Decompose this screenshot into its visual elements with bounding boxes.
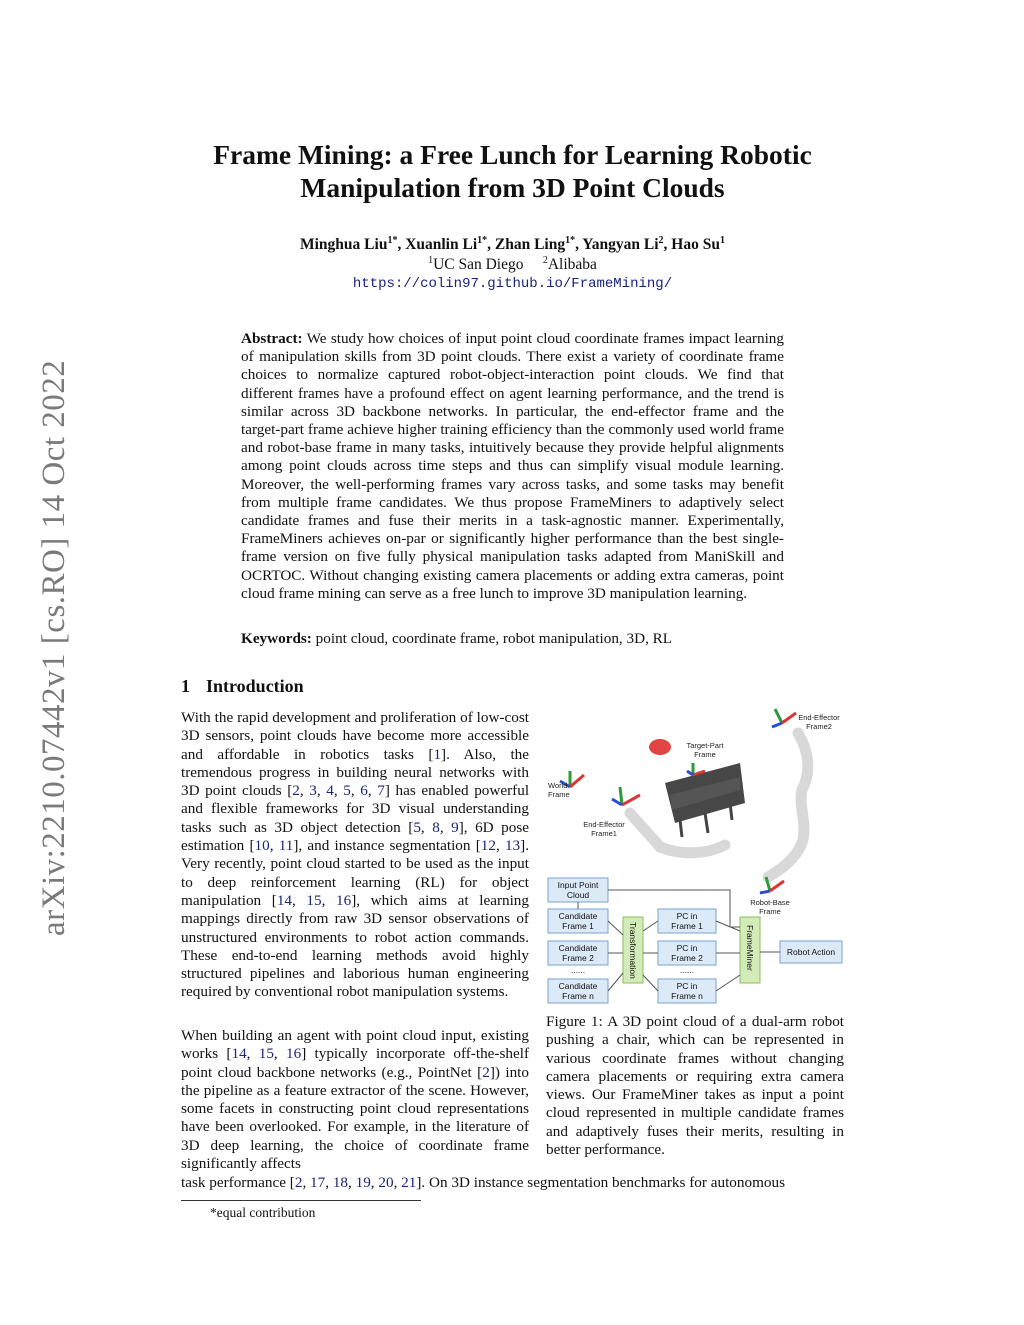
author-name: Zhan Ling	[494, 236, 566, 253]
keywords-label: Keywords:	[241, 630, 312, 647]
citation-link[interactable]: 3	[309, 782, 317, 800]
target-object-cloud	[649, 739, 671, 755]
citation-link[interactable]: 16	[286, 1045, 302, 1063]
intro-paragraph-2-tail: task performance [2, 17, 18, 19, 20, 21]. On 3D instance segmentation benchmarks for autonomous	[181, 1174, 785, 1191]
caption-label: Figure 1:	[546, 1013, 603, 1030]
citation-link[interactable]: 20	[378, 1174, 394, 1191]
affiliations	[180, 256, 845, 274]
robot-base-frame-label: Robot-Base Frame	[750, 898, 790, 916]
affiliation-name: UC San Diego	[433, 256, 524, 273]
ee1-frame-label: End-Effector Frame1	[583, 820, 625, 838]
citation-link[interactable]: 17	[310, 1174, 326, 1191]
citation-link[interactable]: 15	[258, 1045, 274, 1063]
intro-paragraph-2: When building an agent with point cloud input, existing works [14, 15, 16] typically incorporate off-the-shelf point cloud backbone networks (e.g., PointNet [2]) into the pipeline as a feature extractor of the scene. However, some facets in constructing point cloud representations have been overlooked. For example, in the literature of 3D deep learning, the choice of coordinate frame significantly affects	[181, 1027, 530, 1173]
citation-link[interactable]: 2	[292, 782, 300, 800]
ee2-frame-axes	[772, 709, 796, 727]
citation-link[interactable]: 5	[413, 818, 421, 836]
citation-link[interactable]: 2	[294, 1174, 303, 1191]
figure-1	[540, 695, 850, 1010]
point-cloud-scene	[630, 733, 808, 877]
abstract-text: We study how choices of input point cloud coordinate frames impact learning of manipulation skills from 3D point clouds. There exist a variety of coordinate frame choices to normalize captured robot-object-interaction point clouds. We find that different frames have a profound effect on agent learning performance, and the trend is similar across 3D backbone networks. In particular, the end-effector frame and the target-part frame achieve higher training efficiency than the commonly used world frame and robot-base frame in many tasks, intuitively because they provide helpful alignments among point clouds across time steps and thus can simplify visual module learning. Moreover, the well-performing frames vary across tasks, and some tasks may benefit from multiple frame candidates. We thus propose FrameMiners to adaptively select candidate frames and fuse their merits in a task-agnostic manner. Experimentally, FrameMiners achieves on-par or significantly higher performance than the best single-frame version on five fully physical manipulation tasks adapted from ManiSkill and OCRTOC. Without changing existing camera placements or adding extra cameras, point cloud frame mining can serve as a free lunch to improve 3D manipulation learning.	[241, 330, 784, 602]
target-part-frame-axes	[687, 763, 705, 775]
author-affiliation-mark: 1	[719, 234, 725, 246]
citation-link[interactable]: 1	[433, 745, 442, 763]
pipeline-diagram	[548, 878, 842, 1003]
section-heading	[181, 676, 304, 697]
ee2-frame-label: End-Effector Frame2	[798, 713, 840, 731]
frameminer-label: FrameMiner	[745, 925, 755, 971]
figure-1-caption	[546, 1013, 844, 1159]
author-name: Hao Su	[671, 236, 720, 253]
author-list: Minghua Liu$^{1*}$, Xuanlin $Li^{1*}$, Zhan Ling$^{1*}$, Yangyan Li$^2$, Hao Su$^1$	[300, 234, 725, 253]
citation-link[interactable]: 13	[504, 837, 521, 855]
candidate-frame-n-label: Candidate Frame n	[558, 981, 598, 1001]
citation-link[interactable]: 4	[326, 782, 334, 800]
author-name: Yangyan Li	[582, 236, 659, 253]
section-title: Introduction	[206, 676, 304, 696]
affiliation-mark: 1	[428, 254, 434, 266]
citation-link[interactable]: 14	[276, 891, 292, 909]
pc-frame-n-label: PC in Frame n	[671, 981, 703, 1001]
section-number: 1	[181, 676, 190, 696]
author-affiliation-mark: 1*	[565, 234, 576, 246]
affiliation-mark: 2	[542, 254, 548, 266]
candidate-frame-2-label: Candidate Frame 2	[558, 943, 598, 963]
arxiv-stamp: arXiv:2210.07442v1 [cs.RO] 14 Oct 2022	[36, 359, 72, 936]
pc-ellipsis: ......	[679, 965, 695, 975]
robot-action-label: Robot Action	[786, 947, 836, 957]
pc-frame-2-label: PC in Frame 2	[671, 943, 703, 963]
affiliation-name: Alibaba	[547, 256, 597, 273]
intro-paragraph-1: With the rapid development and proliferation of low-cost 3D sensors, point clouds have become more accessible and affordable in robotics tasks [1]. Also, the tremendous progress in building neural networks with 3D point clouds [2, 3, 4, 5, 6, 7] has enabled powerful and flexible frameworks for 3D visual understanding tasks such as 3D object detection [5, 8, 9], 6D pose estimation [10, 11], and instance segmentation [12, 13]. Very recently, point cloud started to be used as the input to deep reinforcement learning (RL) for object manipulation [14, 15, 16], which aims at learning mappings directly from raw 3D sensor observations of unstructured environments to robot action commands. These end-to-end learning methods avoid highly structured pipelines and laborious human engineering required by conventional robot manipulation systems.	[181, 709, 530, 1001]
abstract	[241, 330, 784, 603]
citation-link[interactable]: 14	[231, 1045, 247, 1063]
chair-leg	[680, 820, 682, 837]
candidate-frame-1-label: Candidate Frame 1	[558, 911, 598, 931]
citation-link[interactable]: 6	[360, 782, 368, 800]
project-url[interactable]: https://colin97.github.io/FrameMining/	[352, 276, 673, 292]
citation-link[interactable]: 7	[377, 782, 385, 800]
citation-link[interactable]: 21	[401, 1174, 417, 1191]
citation-link[interactable]: 9	[451, 818, 459, 836]
ee1-frame-axes	[612, 787, 640, 805]
transformation-label: Transformation	[628, 922, 638, 979]
world-frame-label: World Frame	[548, 781, 570, 799]
pc-frame-1-label: PC in Frame 1	[671, 911, 703, 931]
citation-link[interactable]: 11	[278, 837, 294, 855]
citation-link[interactable]: 5	[343, 782, 351, 800]
author-affiliation-mark: 1*	[477, 234, 488, 246]
keywords-text: point cloud, coordinate frame, robot manipulation, 3D, RL	[315, 630, 673, 647]
candidate-ellipsis: ......	[570, 965, 586, 975]
author-affiliation-mark: 1*	[387, 234, 398, 246]
footnote-rule	[181, 1200, 421, 1201]
citation-link[interactable]: 19	[355, 1174, 371, 1191]
caption-text: A 3D point cloud of a dual-arm robot pushing a chair, which can be represented in various coordinate frames without changing camera placements or requiring extra camera views. Our FrameMiner takes as input a point cloud represented in multiple candidate frames and adaptively fuses their merits, resulting in better performance.	[546, 1013, 845, 1159]
citation-link[interactable]: 12	[480, 837, 496, 855]
citation-link[interactable]: 16	[336, 891, 352, 909]
paper-title: Frame Mining: a Free Lunch for Learning Robotic Manipulation from 3D Point Clouds	[213, 139, 812, 203]
author-name: Xuanlin Li	[405, 236, 478, 253]
keywords	[241, 630, 784, 648]
author-affiliation-mark: 2	[658, 234, 664, 246]
citation-link[interactable]: 8	[432, 818, 440, 836]
author-name: Minghua Liu	[300, 236, 388, 253]
footnote: *equal contribution	[210, 1205, 316, 1220]
abstract-label: Abstract:	[241, 330, 303, 347]
citation-link[interactable]: 2	[482, 1063, 490, 1081]
citation-link[interactable]: 10	[254, 837, 270, 855]
chair-leg	[705, 813, 708, 833]
figure-1-svg	[540, 695, 850, 1010]
citation-link[interactable]: 18	[332, 1174, 349, 1191]
citation-link[interactable]: 15	[306, 891, 322, 909]
target-part-frame-label: Target-Part Frame	[686, 741, 724, 759]
chair-leg	[730, 803, 732, 820]
input-box-label: Input Point Cloud	[557, 880, 599, 900]
robot-arm-2	[768, 733, 808, 877]
